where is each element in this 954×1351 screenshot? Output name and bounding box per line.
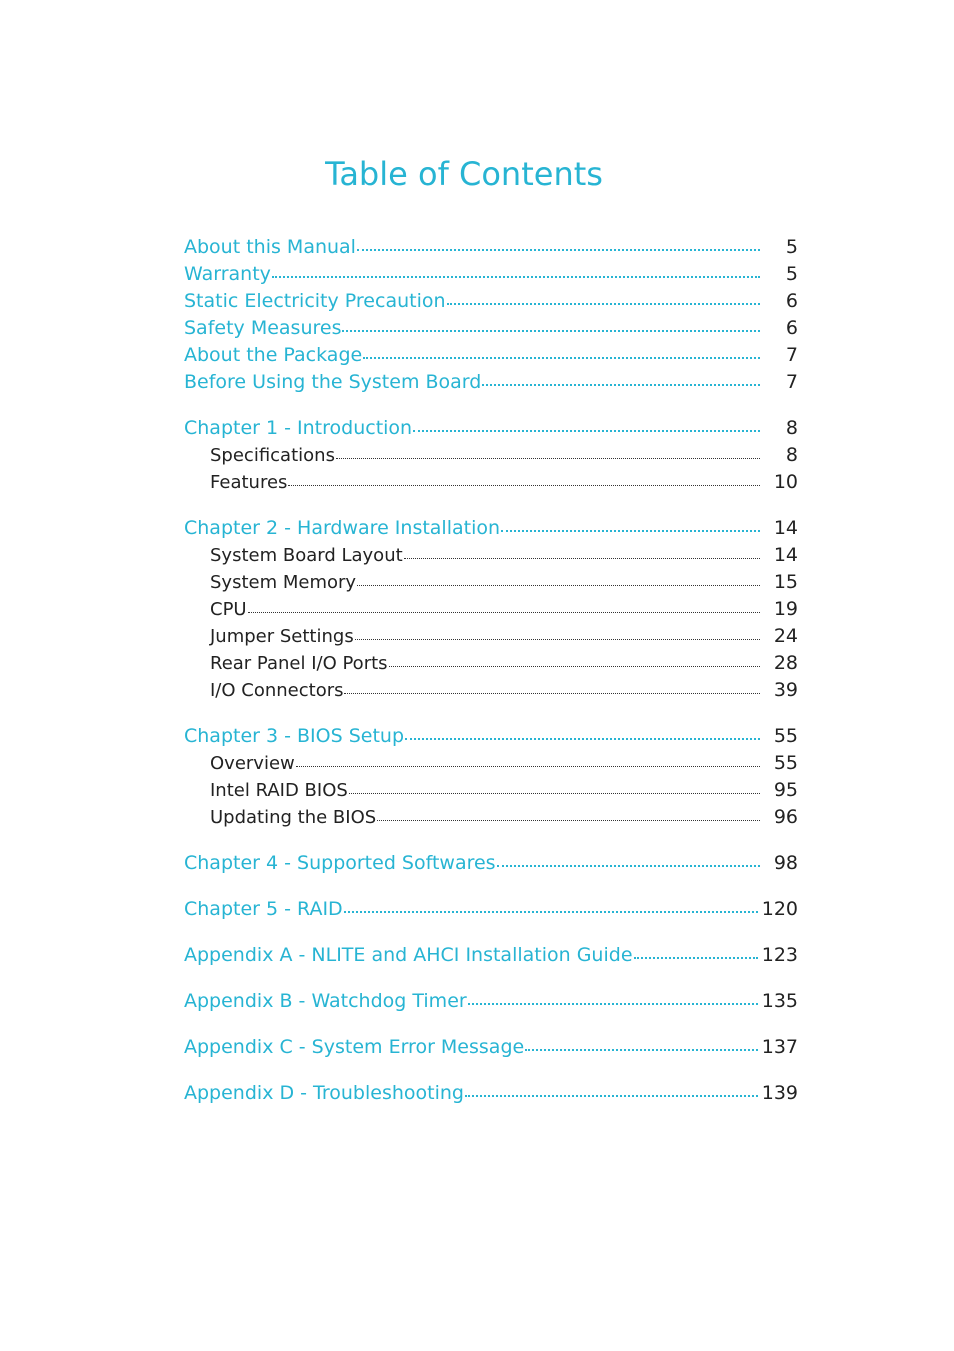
toc-entry-label: Chapter 5 - RAID: [184, 898, 343, 920]
toc-page-number: 135: [761, 990, 798, 1012]
toc-group: [184, 1036, 798, 1063]
toc-entry[interactable]: [184, 898, 798, 925]
toc-page-number: 5: [785, 236, 798, 258]
toc-page-number: 5: [785, 263, 798, 285]
toc-group: [184, 236, 798, 398]
toc-page-number: 7: [785, 344, 798, 366]
dot-leader: [468, 1003, 758, 1005]
toc-entry[interactable]: [184, 990, 798, 1017]
toc-entry-label: Chapter 2 - Hardware Installation: [184, 517, 501, 539]
toc-page-number: 96: [773, 806, 798, 828]
toc-group: [184, 990, 798, 1017]
dot-leader: [404, 558, 760, 559]
toc-entry-label: Before Using the System Board: [184, 371, 482, 393]
toc-entry-label: Intel RAID BIOS: [210, 780, 348, 801]
dot-leader: [344, 693, 760, 694]
toc-subentry[interactable]: [184, 806, 798, 833]
toc-group: [184, 417, 798, 498]
dot-leader: [349, 793, 760, 794]
dot-leader: [357, 585, 760, 586]
toc-entry-label: Warranty: [184, 263, 271, 285]
toc-subentry[interactable]: [184, 544, 798, 571]
toc-entry-label: Chapter 3 - BIOS Setup: [184, 725, 405, 747]
dot-leader: [248, 612, 760, 613]
toc-page-number: 6: [785, 290, 798, 312]
dot-leader: [413, 430, 760, 432]
toc-entry-label: CPU: [210, 599, 247, 620]
dot-leader: [447, 303, 760, 305]
toc-page-number: 139: [761, 1082, 798, 1104]
toc-entry[interactable]: [184, 1082, 798, 1109]
toc-entry-label: Appendix C - System Error Message: [184, 1036, 525, 1058]
toc-entry-label: System Memory: [210, 572, 357, 593]
dot-leader: [377, 820, 760, 821]
toc-entry[interactable]: [184, 290, 798, 317]
toc-entry-label: I/O Connectors: [210, 680, 344, 701]
dot-leader: [288, 485, 760, 486]
page-title: Table of Contents: [325, 155, 603, 193]
toc-page-number: 15: [773, 571, 798, 593]
toc-page-number: 19: [773, 598, 798, 620]
toc-group: [184, 517, 798, 706]
dot-leader: [482, 384, 760, 386]
toc-entry-label: Static Electricity Precaution: [184, 290, 446, 312]
toc-page-number: 14: [773, 517, 798, 539]
toc-subentry[interactable]: [184, 779, 798, 806]
toc-entry[interactable]: [184, 944, 798, 971]
toc-page-number: 95: [773, 779, 798, 801]
dot-leader: [336, 458, 760, 459]
toc-entry-label: Specifications: [210, 445, 335, 466]
toc-entry[interactable]: [184, 517, 798, 544]
toc-subentry[interactable]: [184, 471, 798, 498]
toc-entry[interactable]: [184, 317, 798, 344]
toc-page-number: 120: [761, 898, 798, 920]
dot-leader: [355, 639, 760, 640]
toc-group: [184, 944, 798, 971]
toc-entry[interactable]: [184, 1036, 798, 1063]
toc-entry-label: Features: [210, 472, 288, 493]
toc-entry-label: Overview: [210, 753, 295, 774]
toc-page-number: 6: [785, 317, 798, 339]
toc-subentry[interactable]: [184, 679, 798, 706]
toc-entry-label: Chapter 4 - Supported Softwares: [184, 852, 496, 874]
toc-entry-label: Appendix A - NLITE and AHCI Installation Guide: [184, 944, 633, 966]
toc-page-number: 39: [773, 679, 798, 701]
toc-subentry[interactable]: [184, 652, 798, 679]
dot-leader: [363, 357, 760, 359]
toc-entry[interactable]: [184, 852, 798, 879]
toc-page-number: 7: [785, 371, 798, 393]
toc-subentry[interactable]: [184, 571, 798, 598]
dot-leader: [497, 865, 760, 867]
toc-group: [184, 898, 798, 925]
toc-subentry[interactable]: [184, 752, 798, 779]
toc-subentry[interactable]: [184, 598, 798, 625]
dot-leader: [405, 738, 760, 740]
toc-entry-label: Chapter 1 - Introduction: [184, 417, 413, 439]
toc-entry-label: Appendix D - Troubleshooting: [184, 1082, 464, 1104]
dot-leader: [357, 249, 760, 251]
toc-entry[interactable]: [184, 725, 798, 752]
dot-leader: [465, 1095, 758, 1097]
toc-page-number: 8: [785, 444, 798, 466]
toc-page-number: 123: [761, 944, 798, 966]
toc-entry[interactable]: [184, 417, 798, 444]
toc-page-number: 55: [773, 752, 798, 774]
toc-subentry[interactable]: [184, 444, 798, 471]
toc-page-number: 10: [773, 471, 798, 493]
dot-leader: [296, 766, 760, 767]
toc-entry-label: Appendix B - Watchdog Timer: [184, 990, 467, 1012]
toc-page-number: 55: [773, 725, 798, 747]
toc-page-number: 8: [785, 417, 798, 439]
toc-page-number: 24: [773, 625, 798, 647]
toc-entry-label: Jumper Settings: [210, 626, 354, 647]
toc-entry-label: System Board Layout: [210, 545, 403, 566]
toc-entry-label: Safety Measures: [184, 317, 342, 339]
dot-leader: [525, 1049, 758, 1051]
toc-page-number: 28: [773, 652, 798, 674]
toc-entry[interactable]: [184, 236, 798, 263]
toc-page-number: 14: [773, 544, 798, 566]
toc-group: [184, 725, 798, 833]
dot-leader: [342, 330, 760, 332]
dot-leader: [389, 666, 760, 667]
dot-leader: [501, 530, 760, 532]
table-of-contents: [184, 236, 798, 1128]
toc-group: [184, 1082, 798, 1109]
toc-entry[interactable]: [184, 344, 798, 371]
toc-entry[interactable]: [184, 263, 798, 290]
dot-leader: [634, 957, 758, 959]
toc-subentry[interactable]: [184, 625, 798, 652]
toc-entry-label: About this Manual: [184, 236, 356, 258]
toc-entry-label: Updating the BIOS: [210, 807, 377, 828]
toc-entry[interactable]: [184, 371, 798, 398]
toc-entry-label: About the Package: [184, 344, 363, 366]
toc-entry-label: Rear Panel I/O Ports: [210, 653, 388, 674]
toc-group: [184, 852, 798, 879]
dot-leader: [272, 276, 760, 278]
toc-page-number: 98: [773, 852, 798, 874]
toc-page-number: 137: [761, 1036, 798, 1058]
dot-leader: [344, 911, 758, 913]
